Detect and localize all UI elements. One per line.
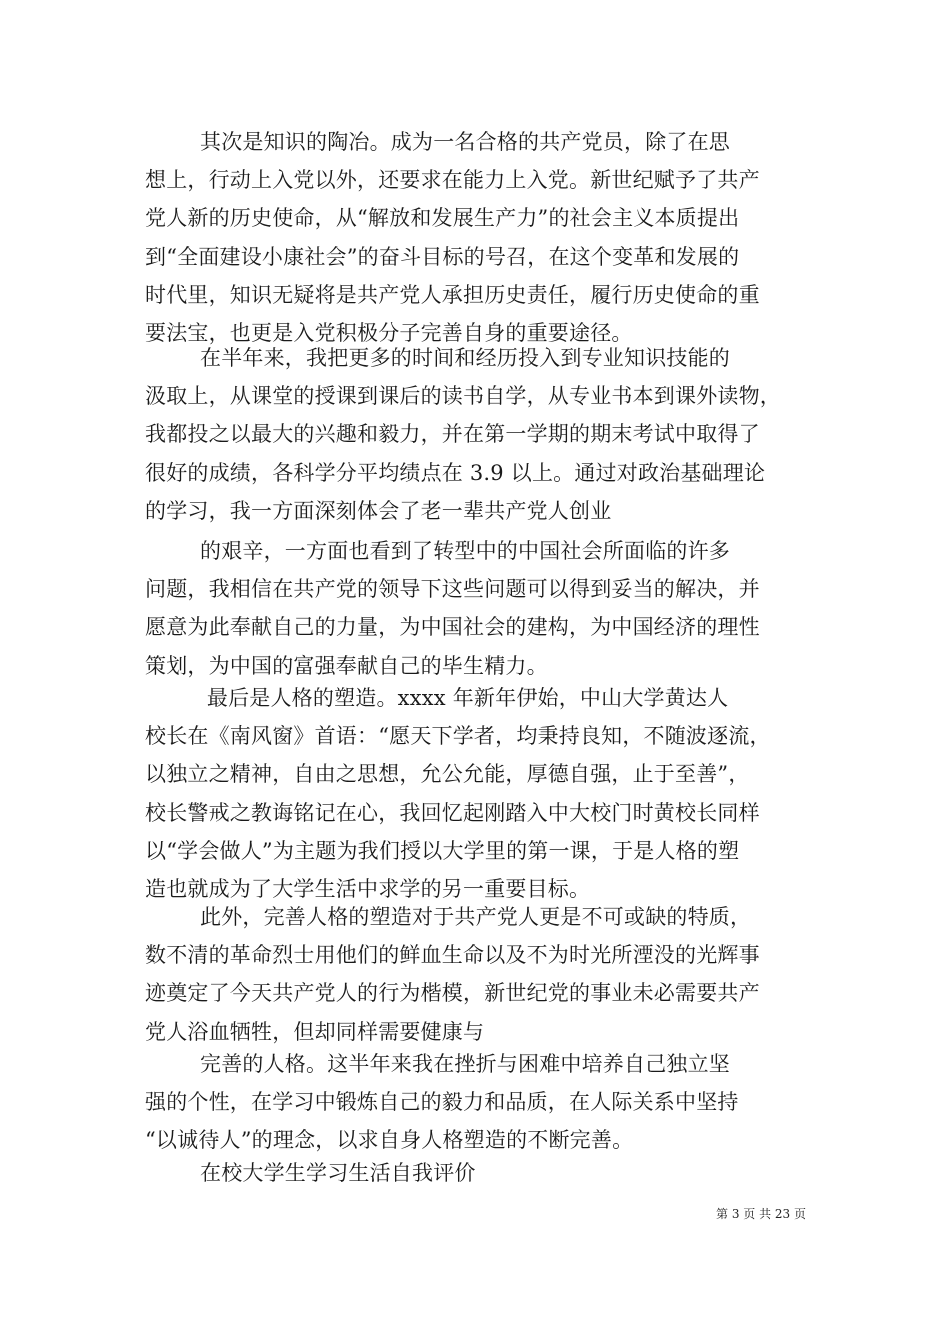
text-line: 在半年来，我把更多的时间和经历投入到专业知识技能的 — [145, 346, 730, 370]
text-line: 到“全面建设小康社会”的奋斗目标的号召，在这个变革和发展的 — [145, 244, 740, 269]
text-line: 党人新的历史使命，从“解放和发展生产力”的社会主义本质提出 — [145, 206, 740, 231]
section-heading — [145, 1154, 810, 1192]
page-number: 第 3 页 共 23 页 — [716, 1207, 806, 1221]
text-line: 以独立之精神，自由之思想，允公允能，厚德自强，止于至善”， — [145, 762, 750, 787]
paragraph-moreover — [145, 898, 810, 1051]
text-line: 汲取上，从课堂的授课到课后的读书自学，从专业书本到课外读物， — [145, 384, 781, 409]
text-line: 此外，完善人格的塑造对于共产党人更是不可或缺的特质， — [145, 905, 752, 929]
text-line: 数不清的革命烈士用他们的鲜血生命以及不为时光所湮没的光辉事 — [145, 943, 760, 968]
text-line: 想上，行动上入党以外，还要求在能力上入党。新世纪赋予了共产 — [145, 168, 760, 193]
text-line: 我都投之以最大的兴趣和毅力，并在第一学期的期末考试中取得了 — [145, 422, 760, 447]
text-line: 造也就成为了大学生活中求学的另一重要目标。 — [145, 877, 591, 902]
paragraph-personality — [145, 679, 810, 908]
text-line: 其次是知识的陶冶。成为一名合格的共产党员，除了在思 — [145, 130, 730, 154]
text-line: 校长警戒之教诲铭记在心，我回忆起刚踏入中大校门时黄校长同样 — [145, 800, 760, 825]
text-line: “以诚待人”的理念，以求自身人格塑造的不断完善。 — [145, 1128, 634, 1153]
text-line: 问题，我相信在共产党的领导下这些问题可以得到妥当的解决，并 — [145, 577, 760, 602]
text-line: 强的个性，在学习中锻炼自己的毅力和品质，在人际关系中坚持 — [145, 1090, 739, 1115]
text-line: 愿意为此奉献自己的力量，为中国社会的建构，为中国经济的理性 — [145, 615, 760, 640]
text-line: 的学习，我一方面深刻体会了老一辈共产党人创业 — [145, 498, 612, 523]
text-line: 很好的成绩，各科学分平均绩点在 3.9 以上。通过对政治基础理论 — [145, 460, 766, 485]
text-line: 以“学会做人”为主题为我们授以大学里的第一课，于是人格的塑 — [145, 838, 740, 863]
paragraph-knowledge — [145, 123, 810, 352]
text-line: 党人浴血牺牲，但却同样需要健康与 — [145, 1019, 485, 1044]
text-line: 的艰辛，一方面也看到了转型中的中国社会所面临的许多 — [145, 539, 730, 563]
text-line: 最后是人格的塑造。xxxx 年新年伊始，中山大学黄达人 — [145, 686, 729, 710]
paragraph-hardship — [145, 532, 810, 685]
text-line: 校长在《南风窗》首语：“愿天下学者，均秉持良知，不随波逐流， — [145, 724, 771, 749]
paragraph-perfect — [145, 1045, 810, 1160]
paragraph-half-year — [145, 339, 810, 530]
text-line: 迹奠定了今天共产党人的行为楷模，新世纪党的事业未必需要共产 — [145, 981, 760, 1006]
text-line: 在校大学生学习生活自我评价 — [145, 1161, 476, 1185]
text-line: 完善的人格。这半年来我在挫折与困难中培养自己独立坚 — [145, 1052, 730, 1076]
text-line: 时代里，知识无疑将是共产党人承担历史责任，履行历史使命的重 — [145, 282, 760, 307]
text-line: 要法宝，也更是入党积极分子完善自身的重要途径。 — [145, 321, 633, 346]
text-line: 策划，为中国的富强奉献自己的毕生精力。 — [145, 653, 548, 678]
